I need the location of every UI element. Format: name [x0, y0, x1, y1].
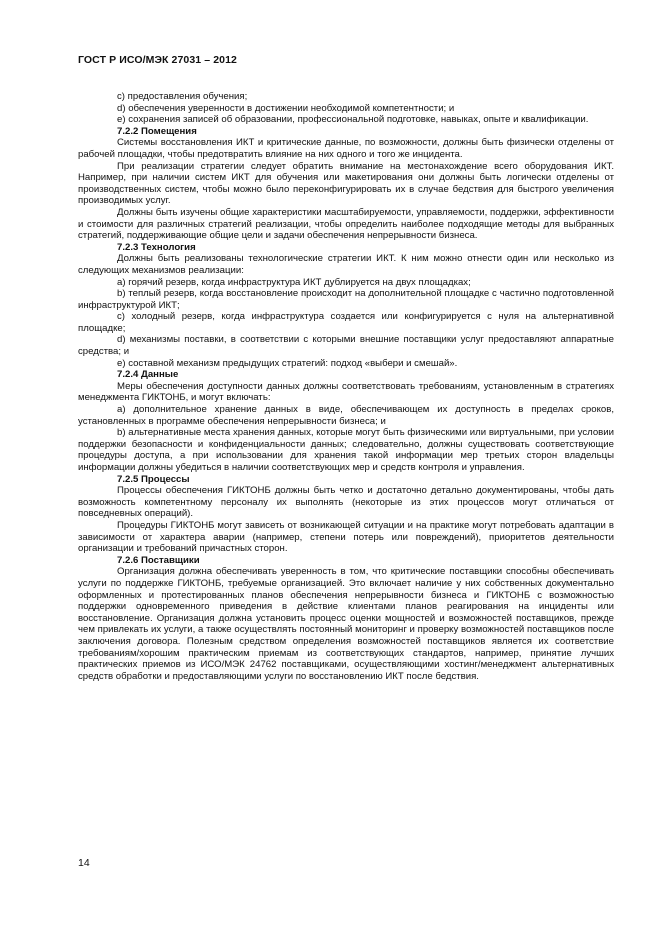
paragraph: Должны быть изучены общие характеристики масштабируемости, управляемости, поддержки, эффективности и стоимости для различных стратегий реализации, чтобы определить наиболее подходящие методы для выбранных стратегий, поддерживающие общие цели и задачи обеспечения непрерывности бизнеса. [78, 206, 614, 242]
paragraph: Процессы обеспечения ГИКТОНБ должны быть четко и достаточно детально документированы, чтобы дать возможность компетентному персоналу их выполнять (некоторые из этих процессов могут отличаться от повседневных операций). [78, 485, 614, 520]
section-heading: 7.2.6 Поставщики [117, 554, 200, 566]
list-item: a) горячий резерв, когда инфраструктура ИКТ дублируется на двух площадках; [117, 276, 471, 288]
paragraph: Процедуры ГИКТОНБ могут зависеть от возникающей ситуации и на практике могут потребовать адаптации в зависимости от характера аварии (например, степени потерь или повреждений), приоритетов деятельности организации и требований причастных сторон. [78, 519, 614, 555]
document-header: ГОСТ Р ИСО/МЭК 27031 – 2012 [78, 54, 237, 66]
list-item: c) предоставления обучения; [117, 91, 248, 102]
list-item: e) составной механизм предыдущих стратегий: подход «выбери и смешай». [117, 357, 458, 369]
list-item: c) холодный резерв, когда инфраструктура создается или конфигурируется с нуля на альтернативной площадке; [78, 311, 614, 334]
paragraph: Меры обеспечения доступности данных должны соответствовать требованиям, установленным в стратегиях менеджмента ГИКТОНБ, и могут включать: [78, 380, 614, 404]
list-item: b) теплый резерв, когда восстановление происходит на дополнительной площадке с частично подготовленной инфраструктурой ИКТ; [78, 288, 614, 311]
list-item: d) механизмы поставки, в соответствии с которыми внешние поставщики услуг предоставляют аппаратные средства; и [78, 334, 614, 358]
list-item: e) сохранения записей об образовании, профессиональной подготовке, навыках, опыте и квалификации. [117, 114, 589, 126]
section-heading: 7.2.2 Помещения [117, 125, 197, 137]
section-heading: 7.2.4 Данные [117, 369, 179, 381]
paragraph: Системы восстановления ИКТ и критические данные, по возможности, должны быть физически отделены от рабочей площадки, чтобы предотвратить влияние на них одного и того же инцидента. [78, 137, 614, 160]
paragraph: Должны быть реализованы технологические стратегии ИКТ. К ним можно отнести один или несколько из следующих механизмов реализации: [78, 253, 614, 276]
list-item: d) обеспечения уверенности в достижении необходимой компетентности; и [117, 102, 455, 114]
list-item: b) альтернативные места хранения данных, которые могут быть физическими или виртуальными, при условии поддержки безопасности и конфиденциальности данных; следовательно, должны существовать соответствующие процедуры доступа, а при использовании для хранения такой информации мер третьих сторон владельцы информации должны убедиться в наличии соответствующих мер и средств контроля и управления. [78, 427, 614, 473]
section-heading: 7.2.5 Процессы [117, 473, 190, 485]
document-body [78, 91, 614, 682]
paragraph: При реализации стратегии следует обратить внимание на местонахождение всего оборудования ИКТ. Например, при наличии систем ИКТ для обучения или макетирования они должны быть логически отделены от производственных систем, чтобы можно было переконфигурировать их в случае бедствия для быстрого увеличения производимых услуг. [78, 160, 614, 207]
page-number: 14 [78, 857, 90, 869]
section-heading: 7.2.3 Технология [117, 241, 196, 253]
list-item: a) дополнительное хранение данных в виде, обеспечивающем их доступность в пределах сроков, установленных в программе обеспечения непрерывности бизнеса; и [78, 404, 614, 427]
paragraph: Организация должна обеспечивать уверенность в том, что критические поставщики способны обеспечивать услуги по поддержке ГИКТОНБ, требуемые организацией. Это включает наличие у них собственных документально оформленных и протестированных планов обеспечения непрерывности бизнеса и ГИКТОНБ с возможностью поддержки одновременного приведения в действие клиентами планов реагирования на инциденты или восстановление. Организация должна установить процесс оценки мощностей и возможностей поставщиков, прежде чем привлекать их услуги, а также осуществлять постоянный мониторинг и проверку возможностей поставщиков после заключения договора. Полезным средством определения возможностей поставщиков является их соответствие требованиям/хорошим практическим приемам из соответствующих стандартов, например, принятие лучших практических приемов из ИСО/МЭК 24762 поставщиками, осуществляющими хостинг/менеджмент альтернативных средств обработки и предоставляющими услуги по восстановлению ИКТ после бедствия. [78, 566, 614, 682]
